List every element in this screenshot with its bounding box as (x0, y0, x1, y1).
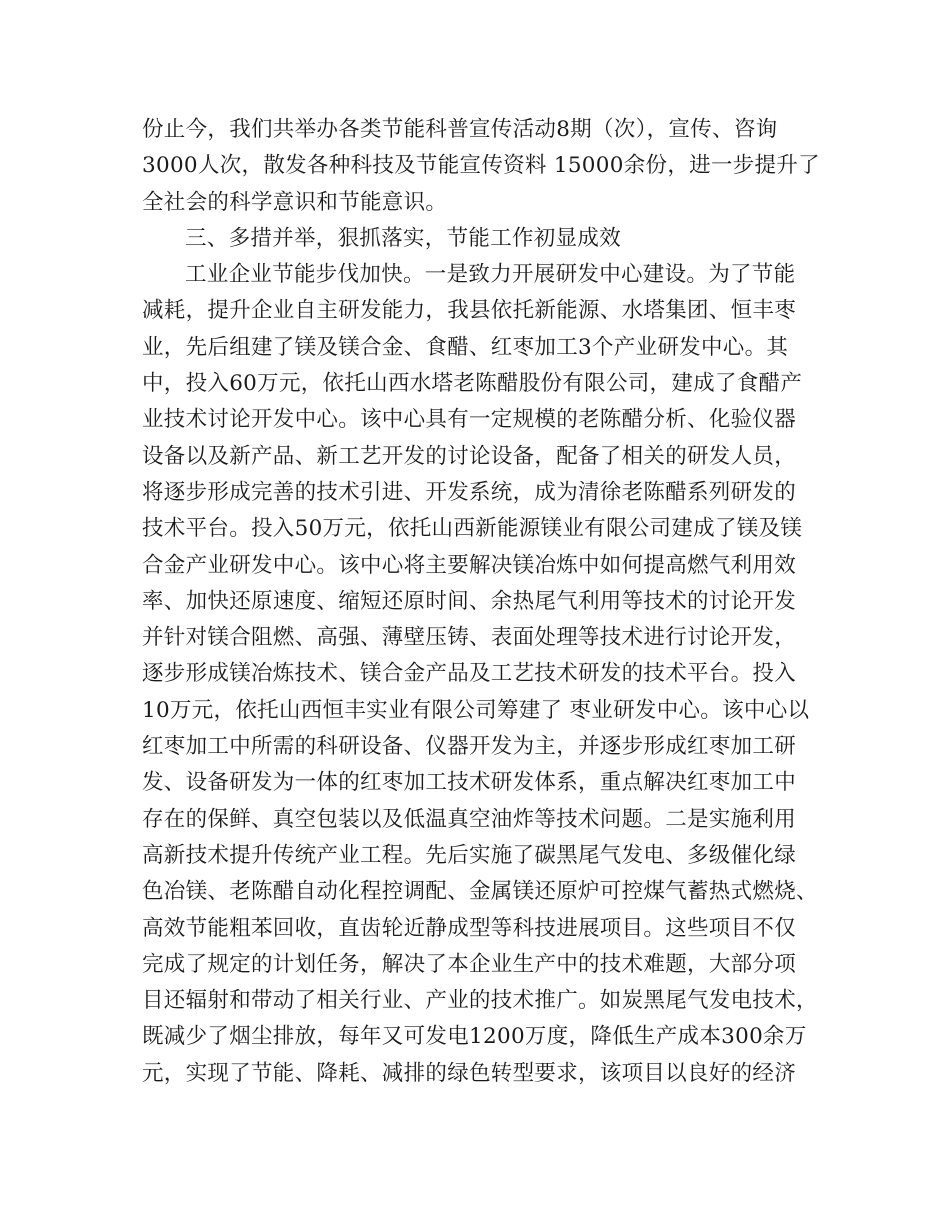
text-line: 逐步形成镁冶炼技术、镁合金产品及工艺技术研发的技术平台。投入 (142, 661, 797, 687)
text-line: 份止今，我们共举办各类节能科普宣传活动8期（次），宣传、咨询 (142, 117, 778, 142)
text-line: 工业企业节能步伐加快。一是致力开展研发中心建设。为了节能 (185, 262, 796, 288)
text-line: 率、加快还原速度、缩短还原时间、余热尾气利用等技术的讨论开发 (142, 588, 797, 614)
text-line: 目还辐射和带动了相关行业、产业的技术推广。如炭黑尾气发电技术， (142, 988, 818, 1014)
text-line: 设备以及新产品、新工艺开发的讨论设备，配备了相关的研发人员， (142, 443, 797, 469)
text-line: 10万元，依托山西恒丰实业有限公司筹建了 枣业研发中心。该中心以 (142, 697, 810, 723)
text-line: 并针对镁合阻燃、高强、薄壁压铸、表面处理等技术进行讨论开发， (142, 625, 797, 651)
text-line: 存在的保鲜、真空包装以及低温真空油炸等技术问题。二是实施利用 (142, 806, 797, 832)
text-line: 高效节能粗苯回收，直齿轮近静成型等科技进展项目。这些项目不仅 (142, 915, 797, 941)
text-line: 减耗，提升企业自主研发能力，我县依托新能源、水塔集团、恒丰枣 (142, 298, 797, 324)
text-line: 业，先后组建了镁及镁合金、食醋、红枣加工3个产业研发中心。其 (142, 334, 789, 360)
text-line: 中，投入60万元，依托山西水塔老陈醋股份有限公司，建成了食醋产 (142, 371, 803, 397)
text-line: 既减少了烟尘排放，每年又可发电1200万度，降低生产成本300余万 (142, 1024, 807, 1050)
body-text (142, 112, 822, 1092)
text-line: 将逐步形成完善的技术引进、开发系统，成为清徐老陈醋系列研发的 (142, 479, 797, 505)
text-line: 合金产业研发中心。该中心将主要解决镁冶炼中如何提高燃气利用效 (142, 552, 797, 578)
text-line: 全社会的科学意识和节能意识。 (142, 189, 448, 215)
text-line: 红枣加工中所需的科研设备、仪器开发为主，并逐步形成红枣加工研 (142, 734, 797, 760)
text-line: 色冶镁、老陈醋自动化程控调配、金属镁还原炉可控煤气蓄热式燃烧、 (142, 879, 818, 905)
text-line: 3000人次，散发各种科技及节能宣传资料 15000余份，进一步提升了 (142, 153, 820, 179)
text-line: 高新技术提升传统产业工程。先后实施了碳黑尾气发电、多级催化绿 (142, 842, 797, 868)
text-line: 完成了规定的计划任务，解决了本企业生产中的技术难题，大部分项 (142, 951, 797, 977)
text-line: 元，实现了节能、降耗、减排的绿色转型要求，该项目以良好的经济 (142, 1060, 797, 1086)
text-line: 发、设备研发为一体的红枣加工技术研发体系，重点解决红枣加工中 (142, 770, 797, 796)
text-line: 技术平台。投入50万元，依托山西新能源镁业有限公司建成了镁及镁 (142, 516, 803, 542)
text-line: 业技术讨论开发中心。该中心具有一定规模的老陈醋分析、化验仪器 (142, 407, 797, 433)
text-line: 三、多措并举，狠抓落实，节能工作初显成效 (185, 225, 622, 251)
